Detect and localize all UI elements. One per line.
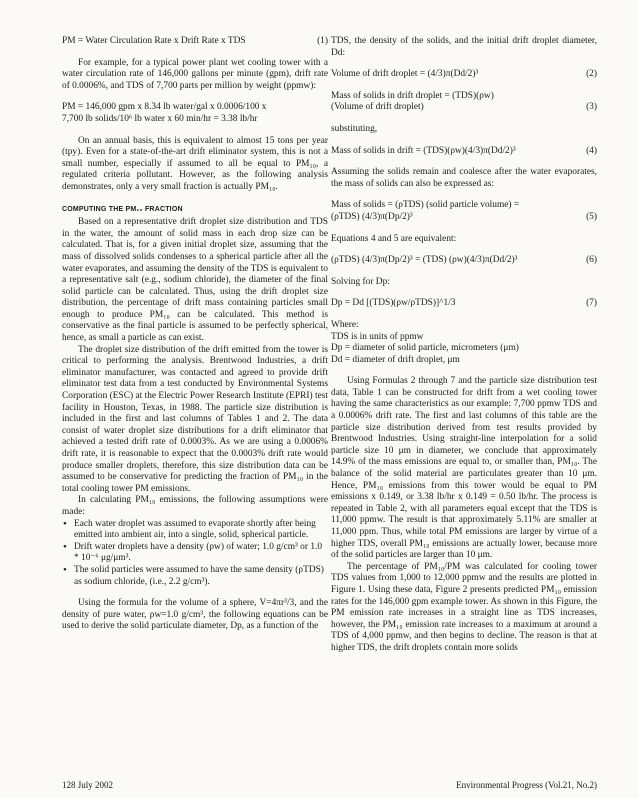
solving-label: Solving for Dp: [331,276,390,287]
equation-3: Mass of solids in drift droplet = (TDS)(ρw) (Volume of drift droplet) (3) [331,90,597,113]
paragraph-example: For example, for a typical power plant wet cooling tower with a water circulation rate of 146,000 gallons per minute (gpm), drift rate of 0.0006%, and TDS of 7,700 parts per million by weight (ppmw): [62,57,328,91]
left-column [62,36,328,633]
where-block: Where: TDS is in units of ppmw Dp = diameter of solid particle, micrometers (μm) Dd = diameter of drift droplet, μm [331,319,519,365]
paragraph-droplet: The droplet size distribution of the drift emitted from the tower is critical to performing the analysis. Brentwood Industries, a drift eliminator manufacturer, was contacted and agreed to provide drift eliminator test data from a test conducted by Environmental Systems Corporation (ESC) at the Electric Power Research Institute (EPRI) test facility in Houston, Texas, in 1988. The particle size distribution is included in the first and last columns of Tables 1 and 2. The data consist of water droplet size distributions for a drift eliminator that achieved a tested drift rate of 0.0003%. As we are using a 0.0006% drift rate, it is reasonable to expect that the 0.0003% drift rate would produce smaller droplets, therefore, this size distribution data can be assumed to be conservative for predicting the fraction of PM₁₀ in the total cooling tower PM emissions. [62,344,328,494]
equivalence-label: Equations 4 and 5 are equivalent: [331,233,457,244]
paragraph-percentage: The percentage of PM₁₀/PM was calculated for cooling tower TDS values from 1,000 to 12,000 ppmw and the results are plotted in Figure 1. Using these data, Figure 2 presents predicted PM₁₀ emission rates for the 146,000 gpm example tower. As shown in this Figure, the PM emission rate increases in a straight line as TDS increases, however, the PM₁₀ emission rate increases to a maximum at around a TDS of 4,000 ppmw, and then begins to decline. The reason is that at higher TDS, the drift droplets contain more solids [331,561,597,653]
paragraph-using-formula: Using the formula for the volume of a sphere, V=4πr³/3, and the density of pure water, ρw=1.0 g/cm³, the following equations can be used to derive the solid particulate diameter, Dp, as a function of the [62,598,328,632]
right-column [331,36,597,655]
equation-4: Mass of solids in drift = (TDS)(ρw)(4/3)π(Dd/2)³ (4) [331,145,597,156]
paragraph-based: Based on a representative drift droplet size distribution and TDS in the water, the amount of solid mass in each drop size can be calculated. That is, for a given initial droplet size, assuming that the mass of dissolved solids condenses to a spherical particle after all the water evaporates, and assuming the density of the TDS is equivalent to a representative salt (e.g., sodium chloride), the diameter of the final solid particle can be calculated. Thus, using the drift droplet size distribution, the percentage of drift mass containing particles small enough to produce PM₁₀ can be calculated. This method is conservative as the final particle is assumed to be perfectly spherical, hence, as small a particle as can exist. [62,217,328,344]
paragraph-formulas: Using Formulas 2 through 7 and the particle size distribution test data, Table 1 can be constructed for drift from a wet cooling tower having the same characteristics as our example: 7,700 ppmw TDS and a 0.0006% drift rate. The first and last columns of this table are the particle size distribution derived from test results provided by Brentwood Industries. Using straight-line interpolation for a solid particle size 10 μm in diameter, we conclude that approximately 14.9% of the mass emissions are equal to, or smaller than, PM₁₀. The balance of the solid material are particulates greater than 10 μm. Hence, PM₁₀ emissions from this tower would be equal to PM emissions x 0.149, or 3.38 lb/hr x 0.149 = 0.50 lb/hr. The process is repeated in Table 2, with all parameters equal except that the TDS is 11,000 ppmw. The result is that approximately 5.11% are smaller at 11,000 ppm. Thus, while total PM emissions are larger by virtue of a higher TDS, overall PM₁₀ emissions are actually lower, because more of the solid particles are larger than 10 μm. [331,376,597,561]
equation-6: (ρTDS) (4/3)π(Dp/2)³ = (TDS) (ρw)(4/3)π(Dd/2)³ (6) [331,255,597,266]
paragraph-assumptions-intro: In calculating PM₁₀ emissions, the following assumptions were made: [62,495,328,517]
page-number-date: 128 July 2002 [62,780,114,790]
equation-1: PM = Water Circulation Rate x Drift Rate x TDS (1) [62,36,328,46]
paragraph-assuming: Assuming the solids remain and coalesce after the water evaporates, the mass of solids can also be expressed as: [331,167,597,189]
journal-citation: Environmental Progress (Vol.21, No.2) [456,780,597,790]
section-heading: COMPUTING THE PM₁₀ FRACTION [62,205,183,213]
list-item: • The solid particles were assumed to have the same density (ρTDS) as sodium chloride, (i.e., 2.2 g/cm³). [74,565,328,588]
equation-7: Dp = Dd [(TDS)(ρw/ρTDS)]^1/3 (7) [331,298,597,309]
substituting-label: substituting, [331,123,378,134]
equation-2: Volume of drift droplet = (4/3)π(Dd/2)³ (2) [331,69,597,80]
list-item: • Drift water droplets have a density (ρw) of water; 1.0 g/cm³ or 1.0 * 10⁻⁶ μg/μm³. [74,542,328,565]
equation-5: Mass of solids = (ρTDS) (solid particle volume) = (ρTDS) (4/3)π(Dp/2)³ (5) [331,200,597,222]
calculation-block: PM = 146,000 gpm x 8.34 lb water/gal x 0.0006/100 x 7,700 lb solids/10⁶ lb water x 60 min/hr = 3.38 lb/hr [62,102,267,124]
paragraph-continued: TDS, the density of the solids, and the initial drift droplet diameter, Dd: [331,36,597,58]
list-item: • Each water droplet was assumed to evaporate shortly after being emitted into ambient air, into a single, solid, spherical particle. [74,519,328,542]
assumptions-list [62,519,328,589]
paragraph-annual: On an annual basis, this is equivalent to almost 15 tons per year (tpy). Even for a state-of-the-art drift eliminator system, this is not a small number, especially if assumed to all be equal to PM₁₀, a regulated criteria pollutant. However, as the following analysis demonstrates, only a very small fraction is actually PM₁₀. [62,135,328,192]
